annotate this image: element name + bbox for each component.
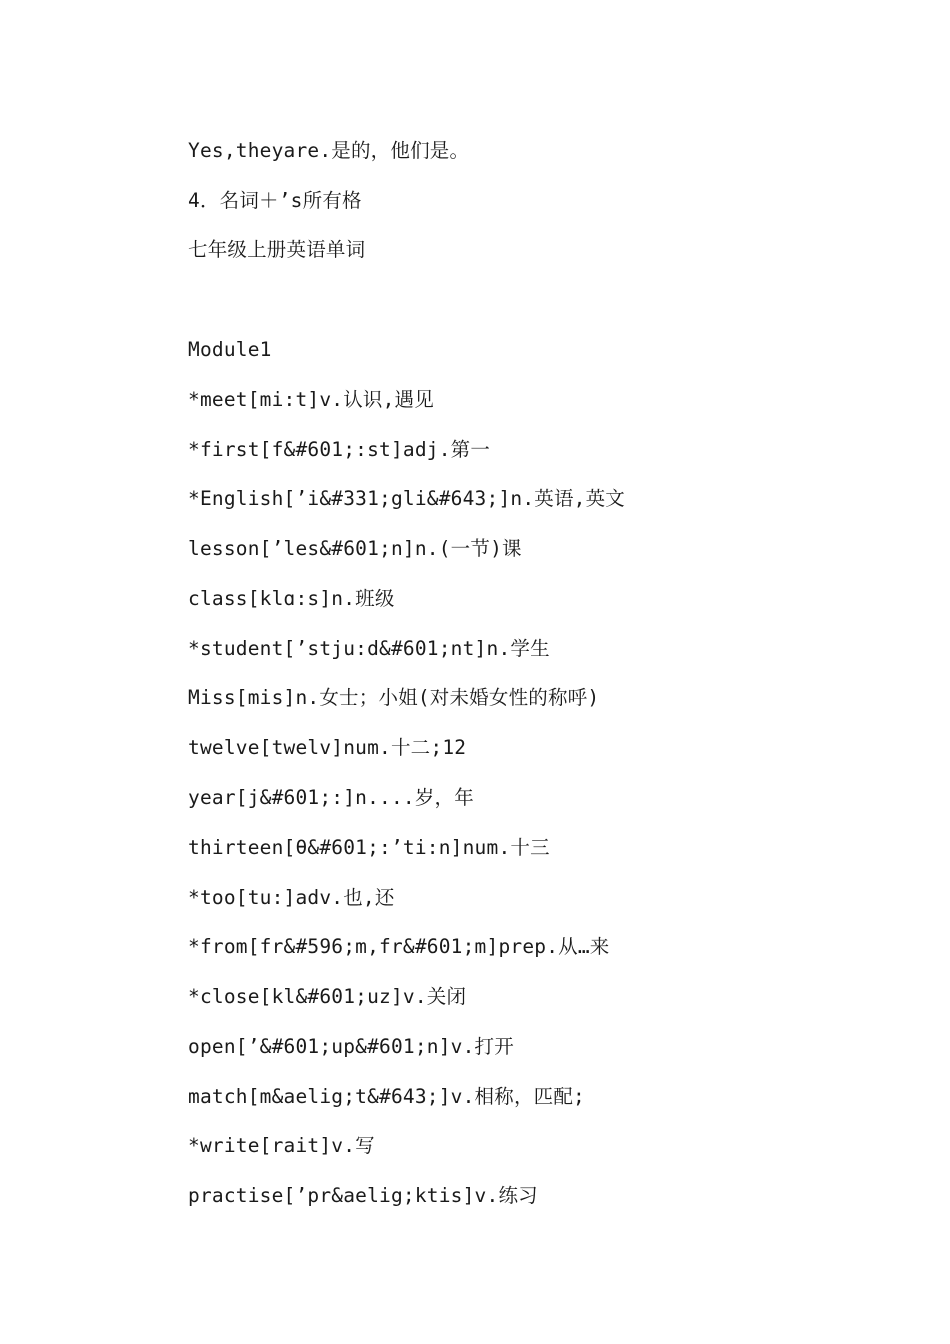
text-line: Yes,theyare.是的，他们是。 — [188, 139, 470, 162]
section-heading: 七年级上册英语单词 — [188, 238, 366, 261]
vocab-entry: *write[rait]v.写 — [188, 1134, 375, 1157]
vocab-entry: *student[’stju:d&#601;nt]n.学生 — [188, 637, 550, 660]
module-heading: Module1 — [188, 338, 272, 361]
vocab-entry: twelve[twelv]num.十二;12 — [188, 736, 467, 759]
vocab-entry: lesson[’les&#601;n]n.(一节)课 — [188, 537, 522, 560]
vocab-entry: year[j&#601;:]n....岁，年 — [188, 786, 474, 809]
vocab-entry: Miss[mis]n.女士；小姐(对未婚女性的称呼) — [188, 686, 600, 709]
vocab-entry: class[klɑ:s]n.班级 — [188, 587, 395, 610]
vocab-entry: *English[’i&#331;gli&#643;]n.英语,英文 — [188, 487, 625, 510]
vocab-entry: practise[’pr&aelig;ktis]v.练习 — [188, 1184, 538, 1207]
vocab-entry: match[m&aelig;t&#643;]v.相称，匹配; — [188, 1085, 585, 1108]
vocab-entry: thirteen[θ&#601;:’ti:n]num.十三 — [188, 836, 550, 859]
vocab-entry: *too[tu:]adv.也,还 — [188, 886, 395, 909]
section-heading: 4．名词＋’s所有格 — [188, 189, 362, 212]
vocab-entry: *from[fr&#596;m,fr&#601;m]prep.从…来 — [188, 935, 610, 958]
vocab-entry: open[’&#601;up&#601;n]v.打开 — [188, 1035, 514, 1058]
vocab-entry: *first[f&#601;:st]adj.第一 — [188, 438, 491, 461]
vocab-entry: *close[kl&#601;uz]v.关闭 — [188, 985, 467, 1008]
vocab-entry: *meet[mi:t]v.认识,遇见 — [188, 388, 434, 411]
